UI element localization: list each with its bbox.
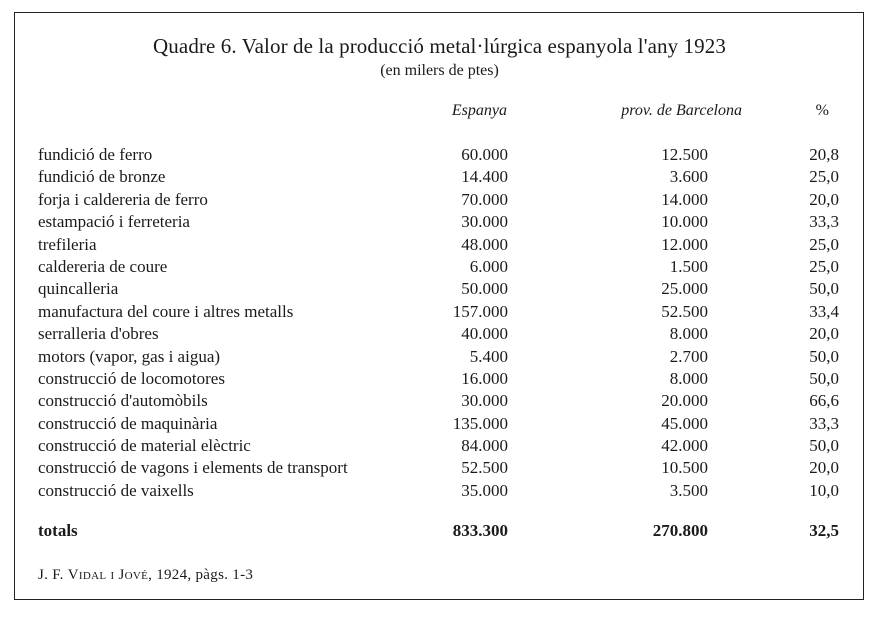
- source-author: Vidal i Jové: [67, 567, 149, 583]
- table-row: [0, 324, 879, 346]
- cell-espanya: 14.400: [461, 167, 508, 187]
- row-label: motors (vapor, gas i aigua): [38, 346, 221, 366]
- page-subtitle: (en milers de ptes): [380, 62, 499, 79]
- table-row: [0, 347, 879, 369]
- source-citation: [38, 567, 253, 584]
- cell-barcelona: 8.000: [669, 368, 708, 388]
- column-header-percent: %: [815, 102, 829, 119]
- row-label: manufactura del coure i altres metalls: [38, 301, 294, 321]
- cell-barcelona: 25.000: [661, 279, 708, 299]
- cell-barcelona: 42.000: [661, 436, 708, 456]
- cell-percent: 33,3: [809, 413, 839, 433]
- cell-espanya: 60.000: [461, 145, 508, 164]
- table-row: [0, 235, 879, 257]
- totals-label: totals: [38, 521, 78, 540]
- cell-percent: 25,0: [809, 256, 839, 276]
- cell-percent: 50,0: [809, 346, 839, 366]
- row-label: trefileria: [38, 234, 97, 254]
- row-label: estampació i ferreteria: [38, 212, 190, 232]
- totals-percent: 32,5: [809, 521, 839, 540]
- cell-espanya: 5.400: [469, 346, 508, 366]
- row-label: construcció de maquinària: [38, 413, 218, 433]
- column-header-barcelona: prov. de Barcelona: [621, 102, 742, 119]
- totals-barcelona: 270.800: [652, 521, 708, 540]
- cell-percent: 50,0: [809, 436, 839, 456]
- table-row: [0, 167, 879, 189]
- cell-percent: 20,8: [809, 145, 839, 164]
- cell-percent: 50,0: [809, 279, 839, 299]
- cell-espanya: 16.000: [461, 368, 508, 388]
- table-row: [0, 436, 879, 458]
- cell-percent: 33,3: [809, 212, 839, 232]
- table-row: [0, 369, 879, 391]
- row-label: construcció d'automòbils: [38, 391, 208, 411]
- cell-espanya: 48.000: [461, 234, 508, 254]
- table-row: [0, 279, 879, 301]
- cell-espanya: 40.000: [461, 324, 508, 344]
- table-row: [0, 145, 879, 167]
- cell-barcelona: 12.500: [661, 145, 708, 164]
- cell-percent: 50,0: [809, 368, 839, 388]
- cell-barcelona: 10.000: [661, 212, 708, 232]
- cell-barcelona: 3.600: [669, 167, 708, 187]
- cell-espanya: 6.000: [469, 256, 508, 276]
- cell-espanya: 30.000: [461, 212, 508, 232]
- cell-espanya: 135.000: [452, 413, 508, 433]
- cell-percent: 66,6: [809, 391, 839, 411]
- cell-espanya: 84.000: [461, 436, 508, 456]
- cell-espanya: 50.000: [461, 279, 508, 299]
- cell-barcelona: 20.000: [661, 391, 708, 411]
- totals-row: [0, 521, 879, 545]
- source-details: , 1924, pàgs. 1-3: [148, 567, 254, 583]
- row-label: forja i caldereria de ferro: [38, 189, 208, 209]
- cell-barcelona: 3.500: [669, 480, 708, 500]
- table-row: [0, 458, 879, 480]
- cell-espanya: 157.000: [452, 301, 508, 321]
- table-row: [0, 257, 879, 279]
- column-header-espanya: Espanya: [451, 102, 507, 119]
- cell-percent: 20,0: [809, 458, 839, 478]
- table-row: [0, 302, 879, 324]
- cell-barcelona: 45.000: [661, 413, 708, 433]
- row-label: construcció de locomotores: [38, 368, 225, 388]
- cell-percent: 20,0: [809, 189, 839, 209]
- cell-barcelona: 52.500: [661, 301, 708, 321]
- table-body: [0, 145, 879, 503]
- page-title: Quadre 6. Valor de la producció metal·lúrgica espanyola l'any 1923: [153, 34, 726, 58]
- cell-percent: 20,0: [809, 324, 839, 344]
- row-label: construcció de vagons i elements de transport: [38, 458, 348, 478]
- cell-espanya: 35.000: [461, 480, 508, 500]
- row-label: quincalleria: [38, 279, 119, 299]
- row-label: construcció de material elèctric: [38, 436, 251, 456]
- row-label: fundició de ferro: [38, 145, 153, 164]
- source-initials: J. F.: [38, 567, 64, 583]
- row-label: fundició de bronze: [38, 167, 166, 187]
- row-label: construcció de vaixells: [38, 480, 194, 500]
- table-row: [0, 391, 879, 413]
- table-row: [0, 212, 879, 234]
- cell-barcelona: 8.000: [669, 324, 708, 344]
- cell-percent: 33,4: [809, 301, 839, 321]
- table-row: [0, 481, 879, 503]
- totals-espanya: 833.300: [452, 521, 508, 540]
- cell-percent: 25,0: [809, 234, 839, 254]
- cell-barcelona: 10.500: [661, 458, 708, 478]
- table-row: [0, 414, 879, 436]
- cell-barcelona: 1.500: [669, 256, 708, 276]
- cell-barcelona: 14.000: [661, 189, 708, 209]
- cell-percent: 25,0: [809, 167, 839, 187]
- cell-barcelona: 2.700: [669, 346, 708, 366]
- cell-barcelona: 12.000: [661, 234, 708, 254]
- cell-espanya: 30.000: [461, 391, 508, 411]
- row-label: serralleria d'obres: [38, 324, 159, 344]
- row-label: caldereria de coure: [38, 256, 168, 276]
- table-row: [0, 190, 879, 212]
- cell-percent: 10,0: [809, 480, 839, 500]
- cell-espanya: 70.000: [461, 189, 508, 209]
- cell-espanya: 52.500: [461, 458, 508, 478]
